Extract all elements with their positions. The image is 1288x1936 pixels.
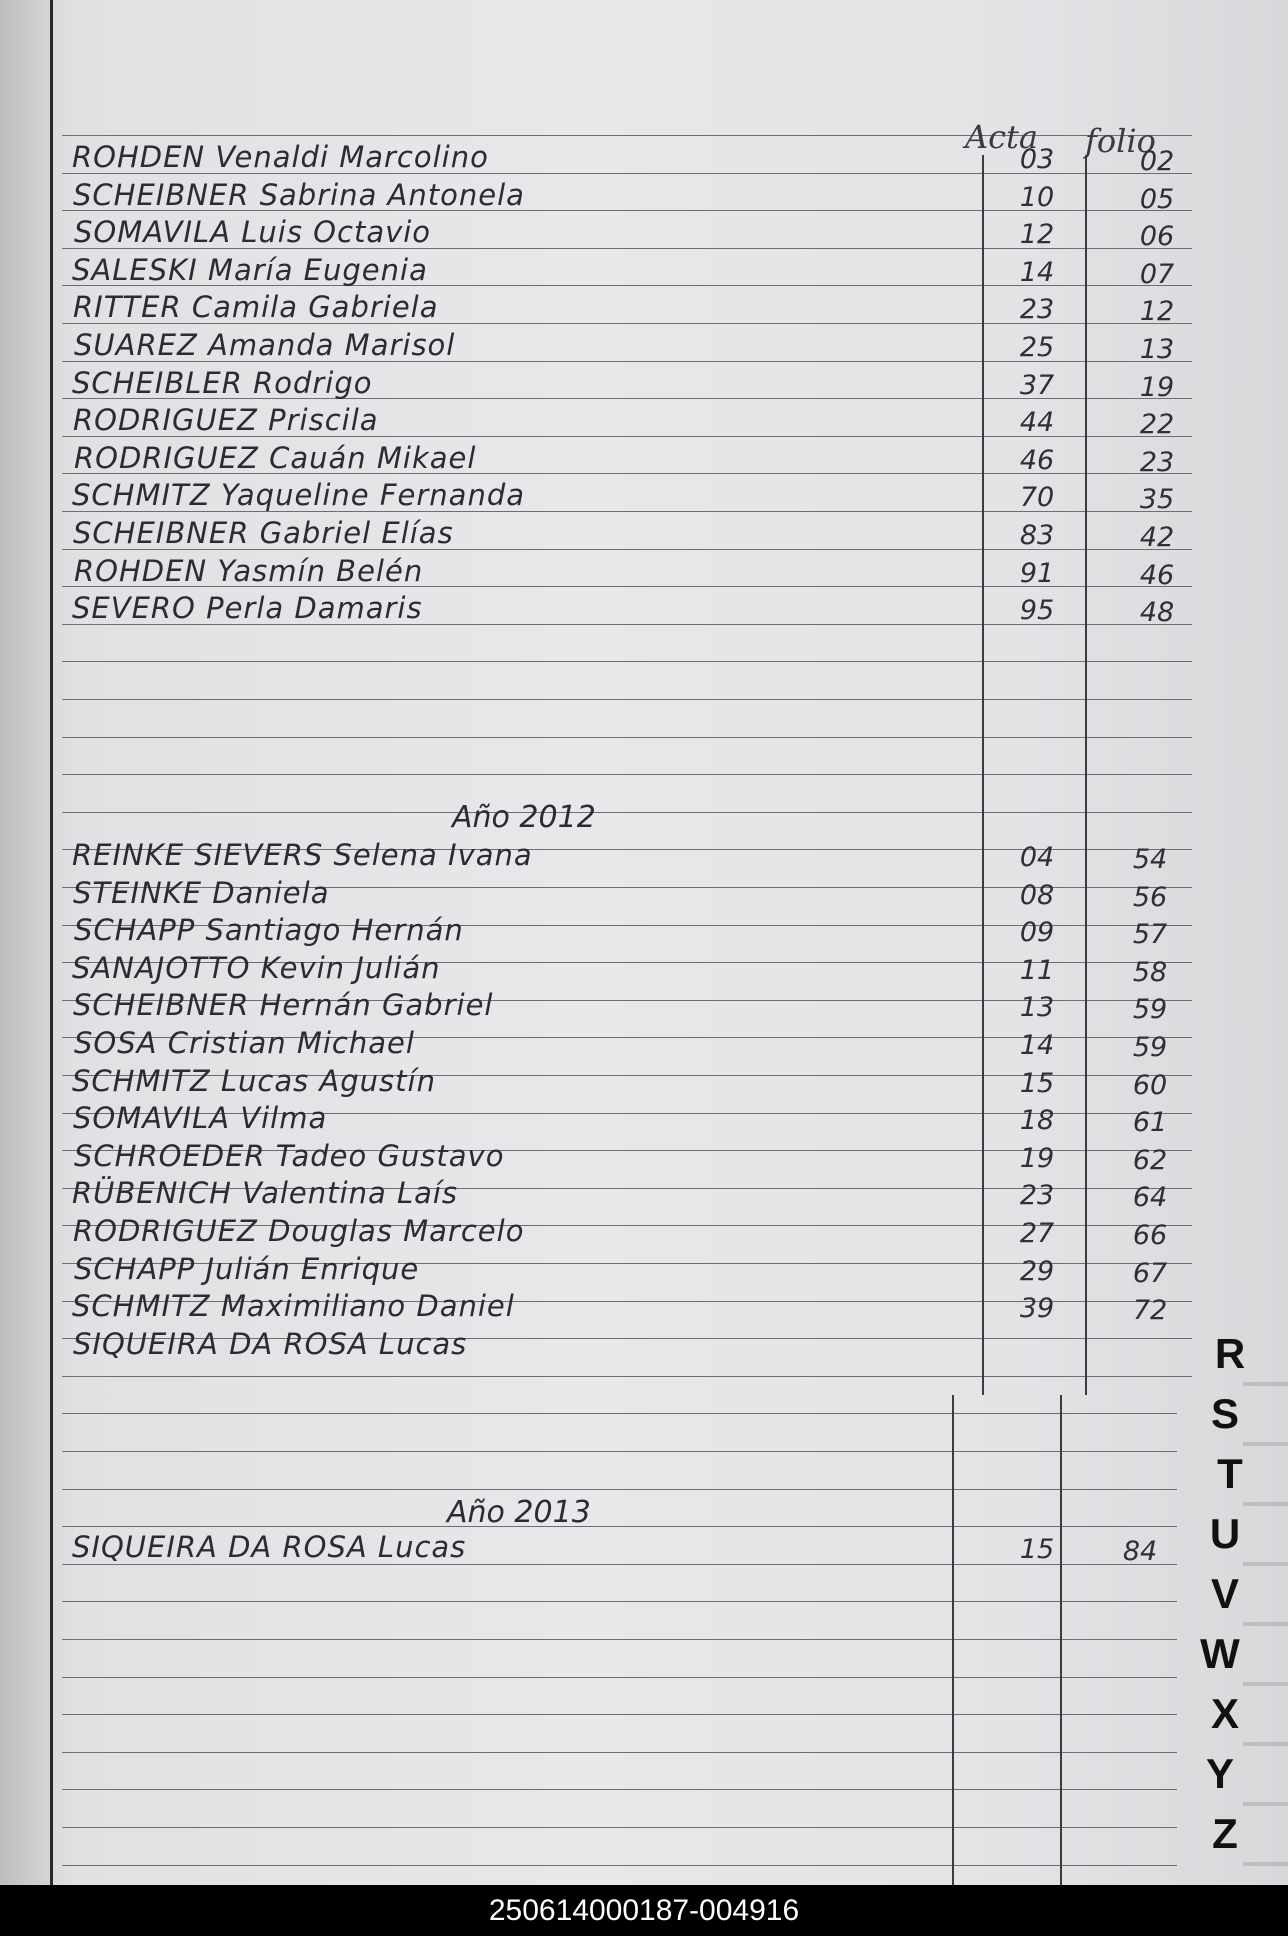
ruled-line — [62, 1413, 1177, 1414]
entry-name: SEVERO Perla Damaris — [72, 591, 423, 626]
entry-folio: 48 — [1139, 597, 1175, 629]
entry-acta: 13 — [1019, 992, 1055, 1024]
entry-name: RODRIGUEZ Cauán Mikael — [74, 440, 477, 475]
entry-name: RÜBENICH Valentina Laís — [72, 1176, 459, 1211]
entry-folio: 22 — [1139, 409, 1175, 441]
ruled-line — [62, 1526, 1177, 1527]
entry-name: SIQUEIRA DA ROSA Lucas — [73, 1326, 468, 1361]
column-divider-folio — [1085, 155, 1087, 1395]
index-tab-edge — [1243, 1742, 1288, 1746]
entry-folio: 13 — [1139, 334, 1175, 365]
entry-folio: 62 — [1132, 1144, 1168, 1176]
entry-folio: 56 — [1132, 881, 1168, 913]
entry-folio: 60 — [1132, 1069, 1168, 1101]
index-tab-edge — [1243, 1442, 1288, 1446]
entry-acta: 91 — [1019, 557, 1055, 589]
entry-acta: 04 — [1019, 842, 1055, 873]
entry-acta: 11 — [1019, 954, 1055, 986]
index-tab-edge — [1243, 1862, 1288, 1866]
document-id-footer: 250614000187-004916 — [0, 1885, 1288, 1936]
index-tab-z: Z — [1212, 1810, 1238, 1857]
ruled-line — [62, 774, 1192, 775]
entry-folio: 42 — [1139, 522, 1175, 553]
entry-name: SANAJOTTO Kevin Julián — [72, 950, 441, 985]
entry-folio: 35 — [1139, 484, 1175, 516]
ruled-line — [62, 1677, 1177, 1678]
entry-folio: 67 — [1132, 1257, 1168, 1289]
index-tab-v: V — [1210, 1570, 1239, 1617]
entry-name: SOSA Cristian Michael — [74, 1026, 415, 1060]
entry-name: SUAREZ Amanda Marisol — [74, 328, 456, 362]
index-tab-edge — [1243, 1382, 1288, 1386]
entry-name: SCHAPP Santiago Hernán — [74, 913, 464, 948]
ruled-line — [62, 1752, 1177, 1753]
entry-folio: 57 — [1132, 919, 1168, 951]
ruled-line — [62, 1376, 1192, 1377]
entry-acta: 03 — [1019, 144, 1055, 175]
entry-name: SCHEIBNER Hernán Gabriel — [73, 988, 494, 1023]
entry-folio: 59 — [1132, 1032, 1168, 1063]
entry-name: SCHMITZ Lucas Agustín — [72, 1063, 436, 1098]
entry-folio: 05 — [1139, 183, 1175, 215]
column-divider-folio-lower — [1060, 1395, 1062, 1885]
entry-acta: 14 — [1019, 256, 1055, 288]
ruled-line — [62, 1714, 1177, 1715]
acta-column-header: Acta — [965, 118, 1038, 156]
entry-name: SCHMITZ Yaqueline Fernanda — [72, 478, 525, 513]
entry-acta: 29 — [1019, 1255, 1055, 1287]
entry-acta: 25 — [1019, 332, 1055, 363]
entry-acta: 46 — [1019, 444, 1055, 476]
entry-folio: 58 — [1132, 956, 1168, 988]
entry-name: SOMAVILA Vilma — [73, 1101, 328, 1136]
entry-name: SCHEIBLER Rodrigo — [72, 365, 373, 400]
index-tab-r: R — [1214, 1330, 1246, 1377]
entry-name: SCHEIBNER Gabriel Elías — [73, 516, 454, 550]
entry-name: REINKE SIEVERS Selena Ivana — [72, 838, 533, 872]
entry-acta: 18 — [1019, 1105, 1055, 1137]
entry-name: STEINKE Daniela — [73, 875, 330, 910]
entry-name: SIQUEIRA DA ROSA Lucas — [72, 1530, 467, 1564]
entry-acta: 23 — [1019, 1180, 1055, 1212]
entry-acta: 70 — [1019, 482, 1055, 514]
entry-folio: 72 — [1132, 1295, 1168, 1327]
entry-acta: 39 — [1019, 1293, 1055, 1325]
ruled-line — [62, 1489, 1177, 1490]
entry-acta: 44 — [1019, 407, 1055, 439]
entry-folio: 46 — [1139, 559, 1175, 591]
index-tab-t: T — [1217, 1450, 1243, 1497]
entry-name: SCHAPP Julián Enrique — [74, 1251, 420, 1286]
ruled-line — [62, 1789, 1177, 1790]
ruled-line — [62, 1601, 1177, 1602]
entry-name: SCHEIBNER Sabrina Antonela — [73, 177, 525, 212]
index-tab-y: Y — [1205, 1750, 1234, 1797]
index-tab-edge — [1243, 1802, 1288, 1806]
entry-acta: 23 — [1019, 294, 1055, 326]
entry-acta: 15 — [1019, 1067, 1055, 1099]
entry-name: SOMAVILA Luis Octavio — [74, 215, 432, 250]
entry-acta: 09 — [1019, 917, 1055, 949]
entry-folio: 54 — [1132, 844, 1168, 875]
year-heading-2013: Año 2013 — [447, 1495, 591, 1530]
entry-folio: 59 — [1132, 994, 1168, 1026]
entry-acta: 10 — [1019, 181, 1055, 213]
index-tab-edge — [1243, 1562, 1288, 1566]
ruled-line — [62, 1865, 1177, 1866]
index-tab-edge — [1243, 1502, 1288, 1506]
column-divider-acta-lower — [952, 1395, 954, 1885]
entry-folio: 19 — [1139, 371, 1175, 403]
entry-acta: 19 — [1019, 1142, 1055, 1174]
entry-acta: 95 — [1019, 595, 1055, 627]
entry-acta: 83 — [1019, 520, 1055, 551]
entry-name: ROHDEN Venaldi Marcolino — [72, 140, 489, 174]
index-tab-u: U — [1209, 1510, 1241, 1557]
entry-folio: 06 — [1139, 221, 1175, 253]
entry-folio: 02 — [1139, 146, 1175, 177]
ruled-line — [62, 812, 1192, 813]
entry-name: SCHMITZ Maximiliano Daniel — [72, 1289, 515, 1324]
entry-folio: 23 — [1139, 446, 1175, 478]
entry-name: RITTER Camila Gabriela — [73, 290, 439, 325]
entry-name: SCHROEDER Tadeo Gustavo — [74, 1138, 505, 1173]
entry-acta: 27 — [1019, 1218, 1055, 1249]
year-heading-2012: Año 2012 — [452, 800, 596, 835]
ruled-line — [62, 1639, 1177, 1640]
entry-name: RODRIGUEZ Priscila — [73, 403, 379, 438]
entry-folio: 64 — [1132, 1182, 1168, 1214]
ruled-line — [62, 661, 1192, 662]
entry-folio: 07 — [1139, 258, 1175, 290]
entry-name: RODRIGUEZ Douglas Marcelo — [73, 1214, 525, 1248]
index-tab-edge — [1243, 1622, 1288, 1626]
folio-column-header: folio — [1085, 122, 1156, 160]
index-tab-x: X — [1210, 1690, 1239, 1737]
ruled-line — [62, 699, 1192, 700]
binding-shadow — [0, 0, 50, 1885]
index-tab-edge — [1243, 1682, 1288, 1686]
entry-folio: 66 — [1132, 1220, 1168, 1251]
ruled-line — [62, 1451, 1177, 1452]
entry-folio: 12 — [1139, 296, 1175, 328]
index-tab-w: W — [1200, 1630, 1240, 1677]
entry-acta: 08 — [1019, 879, 1055, 911]
entry-name: SALESKI María Eugenia — [72, 252, 428, 287]
entry-acta: 37 — [1019, 369, 1055, 401]
entry-folio: 61 — [1132, 1107, 1168, 1139]
entry-acta: 14 — [1019, 1030, 1055, 1061]
column-divider-acta — [982, 155, 984, 1395]
ruled-line — [62, 1827, 1177, 1828]
entry-name: ROHDEN Yasmín Belén — [74, 553, 424, 588]
entry-acta: 15 — [1019, 1534, 1055, 1565]
ruled-line — [62, 737, 1192, 738]
binding-edge — [50, 0, 53, 1885]
index-tab-s: S — [1210, 1390, 1239, 1437]
entry-folio: 84 — [1122, 1536, 1158, 1567]
entry-acta: 12 — [1019, 219, 1055, 251]
